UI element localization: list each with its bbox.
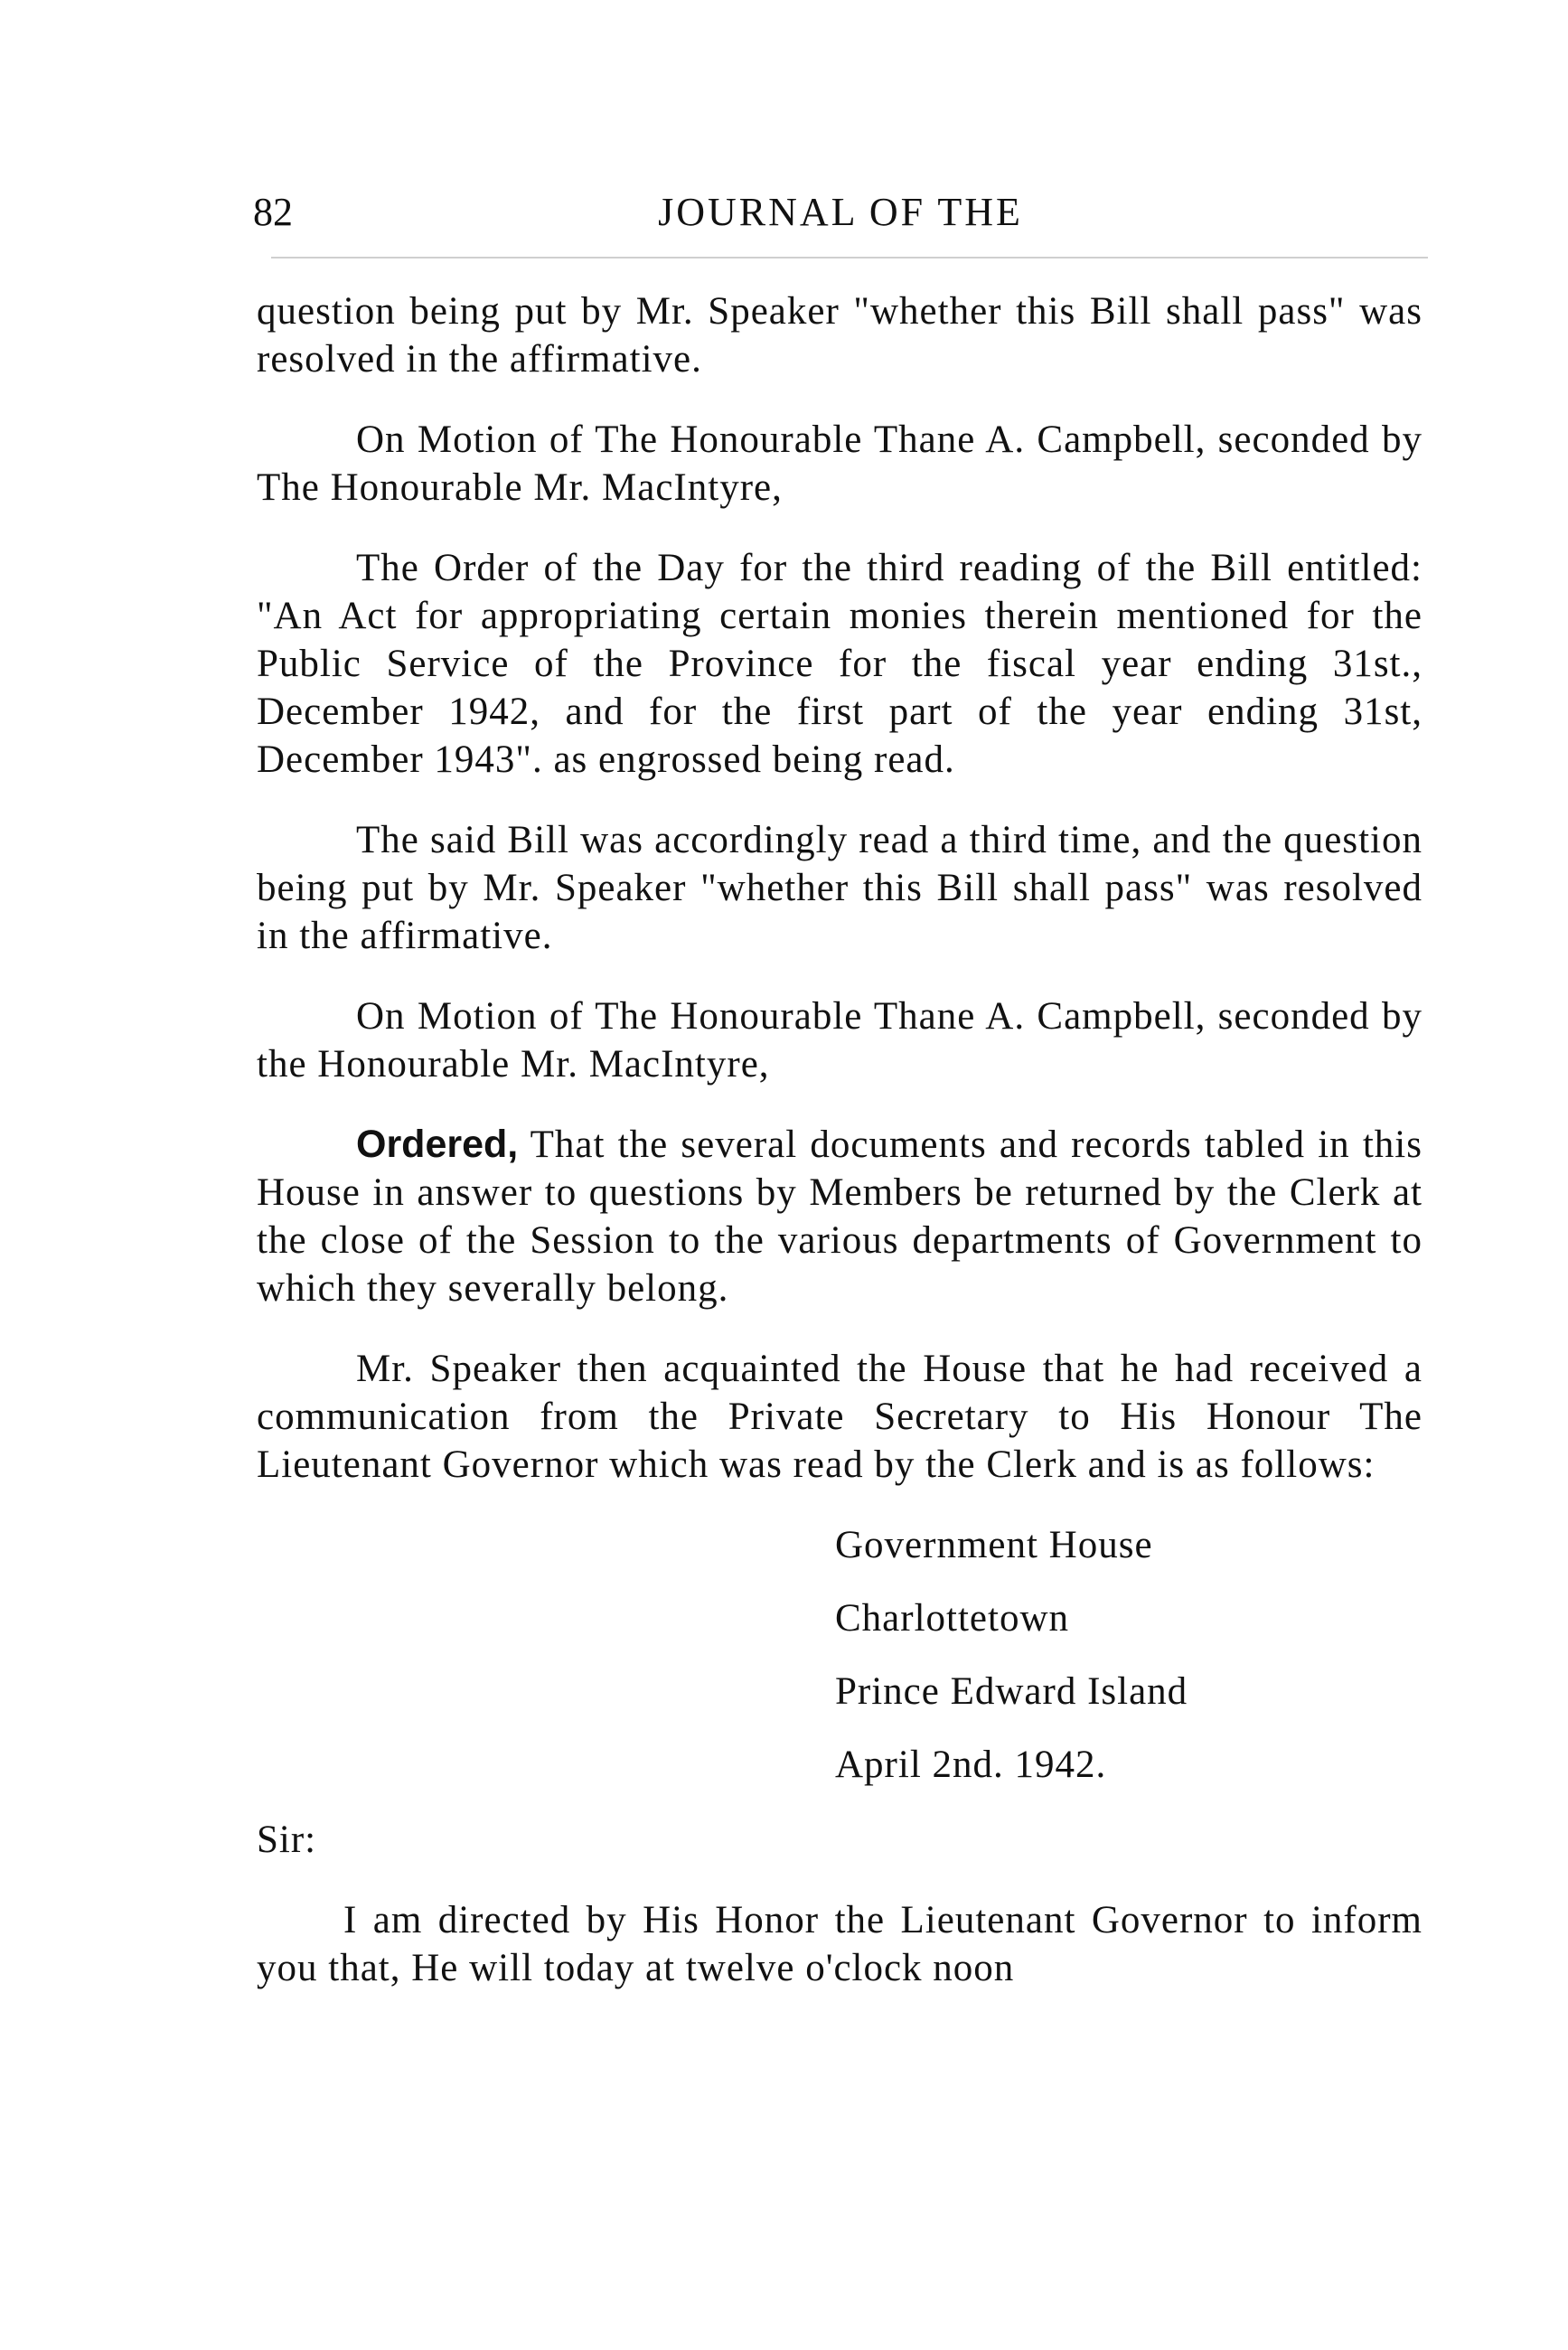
paragraph-order-of-day: The Order of the Day for the third reading of the Bill entitled: "An Act for appropriating certain monies therein mentioned for the Public Service of the Province for the fiscal year ending 31st., December 1942, and for the first part of the year ending 31st, December 1943". as engrossed being read. bbox=[257, 547, 1422, 781]
address-line-4: April 2nd. 1942. bbox=[835, 1744, 1107, 1786]
page-header bbox=[253, 185, 1428, 240]
ordered-text: That the several documents and records tabled in this House in answer to questions by Members be returned by the Clerk at the close of the Session to the various departments of Government to which they severally belong. bbox=[257, 1123, 1422, 1310]
paragraph-third-reading: The said Bill was accordingly read a third time, and the question being put by Mr. Speaker "whether this Bill shall pass" was resolved in the affirmative. bbox=[257, 819, 1422, 957]
paragraph-motion-1: On Motion of The Honourable Thane A. Campbell, seconded by The Honourable Mr. MacIntyre, bbox=[257, 418, 1422, 509]
letter-paragraph: I am directed by His Honor the Lieutenant Governor to inform you that, He will today at twelve o'clock noon bbox=[257, 1899, 1422, 1989]
address-line-2: Charlottetown bbox=[835, 1597, 1070, 1640]
paragraph-continuation: question being put by Mr. Speaker "whether this Bill shall pass" was resolved in the affirmative. bbox=[257, 290, 1422, 381]
header-rule bbox=[271, 257, 1428, 258]
journal-body bbox=[257, 287, 1422, 2025]
ordered-label: Ordered, bbox=[356, 1123, 519, 1166]
paragraph-ordered bbox=[257, 1121, 1422, 1312]
letter-salutation: Sir: bbox=[257, 1819, 317, 1861]
letter-address bbox=[835, 1521, 1422, 1789]
address-line-1: Government House bbox=[835, 1524, 1153, 1566]
running-head: JOURNAL OF THE bbox=[658, 190, 1023, 234]
paragraph-motion-2: On Motion of The Honourable Thane A. Campbell, seconded by the Honourable Mr. MacIntyre, bbox=[257, 995, 1422, 1086]
address-line-3: Prince Edward Island bbox=[835, 1670, 1188, 1713]
page-number: 82 bbox=[253, 190, 293, 234]
paragraph-communication: Mr. Speaker then acquainted the House that he had received a communication from the Private Secretary to His Honour The Lieutenant Governor which was read by the Clerk and is as follows: bbox=[257, 1348, 1422, 1486]
